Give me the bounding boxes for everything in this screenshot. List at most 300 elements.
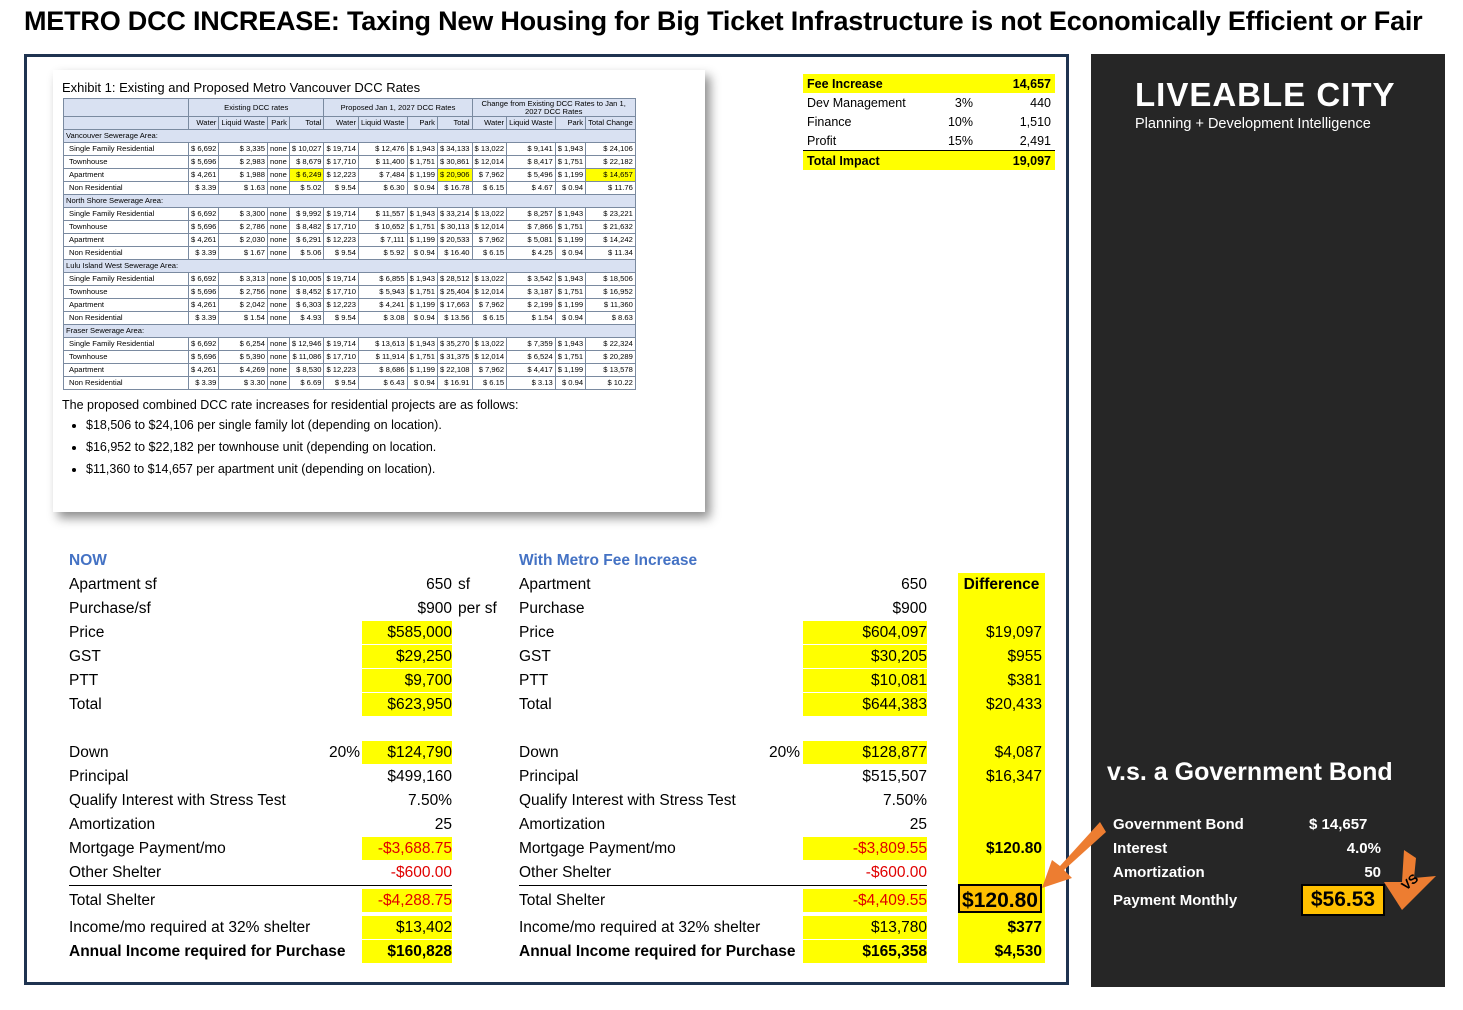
column-header: Liquid Waste xyxy=(507,117,556,130)
now-value: -$3,688.75 xyxy=(362,837,452,860)
table-cell: $ 13,022 xyxy=(472,338,507,351)
table-cell: $ 6.15 xyxy=(472,312,507,325)
increase-label: Price xyxy=(519,624,555,641)
table-cell: $ 31,375 xyxy=(437,351,472,364)
column-header: Water xyxy=(189,117,219,130)
table-cell: $ 5,696 xyxy=(189,351,219,364)
table-cell: $ 1,943 xyxy=(407,208,437,221)
table-cell: $ 1,199 xyxy=(407,364,437,377)
fee-value: 19,097 xyxy=(977,151,1055,171)
table-cell: $ 7,962 xyxy=(472,364,507,377)
table-cell: $ 5,696 xyxy=(189,156,219,169)
table-cell: $ 8,679 xyxy=(289,156,324,169)
column-header: Liquid Waste xyxy=(359,117,408,130)
now-value: $9,700 xyxy=(362,669,452,692)
table-cell: $ 12,223 xyxy=(324,364,359,377)
fee-row xyxy=(803,131,1055,151)
table-cell: $ 6,303 xyxy=(289,299,324,312)
row-label: Non Residential xyxy=(64,247,189,260)
table-cell: $ 8,482 xyxy=(289,221,324,234)
blank-header xyxy=(64,117,189,130)
increase-value: $13,780 xyxy=(803,916,927,939)
fee-value: 14,657 xyxy=(977,74,1055,93)
table-cell: $ 22,324 xyxy=(586,338,636,351)
table-row xyxy=(64,351,636,364)
table-cell: $ 18,506 xyxy=(586,273,636,286)
table-cell: $ 8,257 xyxy=(507,208,556,221)
bond-label: Interest xyxy=(1113,840,1168,857)
table-row xyxy=(64,364,636,377)
increase-label: GST xyxy=(519,648,551,665)
exhibit-bullet: • $11,360 to $14,657 per apartment unit (depending on location). xyxy=(86,462,518,476)
table-cell: $ 5,696 xyxy=(189,286,219,299)
increase-value: $165,358 xyxy=(803,940,927,963)
increase-heading: With Metro Fee Increase xyxy=(519,552,698,569)
table-cell: $ 5,943 xyxy=(359,286,408,299)
table-cell: $ 1.54 xyxy=(219,312,268,325)
table-cell: $ 6.15 xyxy=(472,182,507,195)
table-cell: $ 10,652 xyxy=(359,221,408,234)
table-cell: $ 5,696 xyxy=(189,221,219,234)
table-cell: $ 5,496 xyxy=(507,169,556,182)
fee-pct: 15% xyxy=(947,133,973,148)
table-cell: $ 12,223 xyxy=(324,299,359,312)
table-cell: $ 6,291 xyxy=(289,234,324,247)
now-label: Total xyxy=(69,696,102,713)
table-cell: $ 7,962 xyxy=(472,234,507,247)
increase-value: $10,081 xyxy=(803,669,927,692)
table-cell: $ 1,943 xyxy=(407,143,437,156)
total-divider xyxy=(519,885,927,886)
now-value: $160,828 xyxy=(362,940,452,963)
now-value: $585,000 xyxy=(362,621,452,644)
increase-label: Down xyxy=(519,744,559,761)
exhibit-intro: The proposed combined DCC rate increases for residential projects are as follows: xyxy=(62,398,519,412)
table-cell: $ 1,751 xyxy=(407,351,437,364)
table-cell: $ 6,692 xyxy=(189,143,219,156)
increase-label: Mortgage Payment/mo xyxy=(519,840,676,857)
table-cell: $ 25,404 xyxy=(437,286,472,299)
bond-payment-box: $56.53 xyxy=(1301,884,1385,916)
now-label: Apartment sf xyxy=(69,576,157,593)
row-label: Apartment xyxy=(64,299,189,312)
table-cell: $ 11.76 xyxy=(586,182,636,195)
table-cell: $ 11,086 xyxy=(289,351,324,364)
table-cell: $ 16.91 xyxy=(437,377,472,390)
increase-label: Annual Income required for Purchase xyxy=(519,943,796,960)
increase-value: 25 xyxy=(909,816,927,833)
table-cell: $ 16,952 xyxy=(586,286,636,299)
difference-value: $4,087 xyxy=(994,744,1042,761)
table-cell: $ 8,417 xyxy=(507,156,556,169)
exhibit-bullet: • $18,506 to $24,106 per single family lot (depending on location). xyxy=(86,418,518,432)
table-cell: $ 0.94 xyxy=(407,182,437,195)
column-header: Park xyxy=(555,117,585,130)
table-cell: $ 1,943 xyxy=(555,208,585,221)
table-cell: $ 19,714 xyxy=(324,273,359,286)
row-label: Townhouse xyxy=(64,286,189,299)
difference-value: $120.80 xyxy=(958,884,1042,913)
arrow-icon xyxy=(1040,818,1106,892)
now-value: -$4,288.75 xyxy=(362,889,452,912)
table-cell: $ 1,943 xyxy=(407,273,437,286)
table-cell: $ 22,182 xyxy=(586,156,636,169)
column-header: Water xyxy=(472,117,507,130)
now-label: GST xyxy=(69,648,101,665)
vs-label: VS xyxy=(1398,870,1422,894)
column-header: Park xyxy=(407,117,437,130)
table-row xyxy=(64,208,636,221)
table-cell: $ 16.40 xyxy=(437,247,472,260)
table-cell: none xyxy=(267,299,289,312)
table-row xyxy=(64,247,636,260)
table-cell: $ 4,261 xyxy=(189,364,219,377)
bond-value: $ 14,657 xyxy=(1309,816,1368,833)
table-cell: $ 4.93 xyxy=(289,312,324,325)
now-label: Mortgage Payment/mo xyxy=(69,840,226,857)
table-cell: $ 5,390 xyxy=(219,351,268,364)
table-cell: $ 1,199 xyxy=(407,169,437,182)
table-cell: $ 4,417 xyxy=(507,364,556,377)
increase-value: 650 xyxy=(901,576,927,593)
table-cell: none xyxy=(267,143,289,156)
table-cell: $ 2,042 xyxy=(219,299,268,312)
table-cell: $ 1,199 xyxy=(407,234,437,247)
table-cell: $ 4,241 xyxy=(359,299,408,312)
table-cell: $ 33,214 xyxy=(437,208,472,221)
now-label: Other Shelter xyxy=(69,864,162,881)
table-cell: $ 1,199 xyxy=(555,234,585,247)
table-cell: $ 0.94 xyxy=(407,312,437,325)
bond-value: 50 xyxy=(1364,864,1381,881)
row-label: Townhouse xyxy=(64,156,189,169)
table-cell: $ 7,962 xyxy=(472,299,507,312)
table-cell: $ 11,914 xyxy=(359,351,408,364)
table-cell: $ 16.78 xyxy=(437,182,472,195)
table-cell: $ 10.22 xyxy=(586,377,636,390)
table-cell: $ 6,855 xyxy=(359,273,408,286)
table-cell: none xyxy=(267,182,289,195)
fee-row xyxy=(803,112,1055,131)
table-cell: $ 7,111 xyxy=(359,234,408,247)
difference-value: $19,097 xyxy=(985,624,1042,641)
increase-value: $604,097 xyxy=(803,621,927,644)
row-label: Non Residential xyxy=(64,377,189,390)
table-cell: $ 1.54 xyxy=(507,312,556,325)
group-header-proposed: Proposed Jan 1, 2027 DCC Rates xyxy=(324,99,472,117)
table-cell: $ 13,578 xyxy=(586,364,636,377)
table-cell: none xyxy=(267,169,289,182)
increase-value: -$3,809.55 xyxy=(803,837,927,860)
column-header: Total xyxy=(437,117,472,130)
row-label: Single Family Residential xyxy=(64,273,189,286)
table-row xyxy=(64,312,636,325)
table-row xyxy=(64,143,636,156)
table-cell: $ 28,512 xyxy=(437,273,472,286)
increase-value: -$600.00 xyxy=(865,864,927,881)
table-cell: $ 24,106 xyxy=(586,143,636,156)
table-cell: $ 6,692 xyxy=(189,338,219,351)
table-cell: $ 4,261 xyxy=(189,169,219,182)
table-cell: $ 30,113 xyxy=(437,221,472,234)
now-unit: per sf xyxy=(458,600,497,617)
table-row xyxy=(64,286,636,299)
table-cell: $ 4.67 xyxy=(507,182,556,195)
difference-heading: Difference xyxy=(963,576,1040,593)
row-label: Single Family Residential xyxy=(64,143,189,156)
table-cell: $ 3.39 xyxy=(189,377,219,390)
table-cell: $ 2,030 xyxy=(219,234,268,247)
row-label: Non Residential xyxy=(64,182,189,195)
table-cell: $ 17,710 xyxy=(324,156,359,169)
table-cell: $ 6.15 xyxy=(472,377,507,390)
table-cell: $ 13,022 xyxy=(472,208,507,221)
table-cell: $ 21,632 xyxy=(586,221,636,234)
table-cell: $ 34,133 xyxy=(437,143,472,156)
table-cell: $ 1,199 xyxy=(555,364,585,377)
table-cell: $ 1,943 xyxy=(555,338,585,351)
table-cell: $ 12,946 xyxy=(289,338,324,351)
table-cell: $ 4,269 xyxy=(219,364,268,377)
table-cell: none xyxy=(267,273,289,286)
area-name: Lulu Island West Sewerage Area: xyxy=(64,260,636,273)
table-cell: $ 2,199 xyxy=(507,299,556,312)
table-cell: $ 13,613 xyxy=(359,338,408,351)
table-cell: none xyxy=(267,221,289,234)
now-value: $13,402 xyxy=(362,916,452,939)
table-cell: $ 3.39 xyxy=(189,247,219,260)
increase-value: 7.50% xyxy=(883,792,927,809)
row-label: Apartment xyxy=(64,234,189,247)
table-cell: $ 3.39 xyxy=(189,182,219,195)
increase-label: Amortization xyxy=(519,816,606,833)
table-cell: $ 17,710 xyxy=(324,351,359,364)
fee-pct: 3% xyxy=(954,95,973,110)
table-cell: $ 1,199 xyxy=(555,169,585,182)
dcc-rates-body xyxy=(64,130,636,390)
now-value: $623,950 xyxy=(362,693,452,716)
table-cell: $ 6.15 xyxy=(472,247,507,260)
table-cell: $ 1.67 xyxy=(219,247,268,260)
fee-impact-table xyxy=(803,74,1055,170)
table-cell: $ 9,992 xyxy=(289,208,324,221)
table-cell: $ 2,756 xyxy=(219,286,268,299)
increase-label: Principal xyxy=(519,768,579,785)
table-cell: $ 8,530 xyxy=(289,364,324,377)
table-cell: $ 12,223 xyxy=(324,234,359,247)
increase-value: $900 xyxy=(892,600,927,617)
fee-value: 2,491 xyxy=(1019,133,1051,148)
now-value: $499,160 xyxy=(387,768,452,785)
table-cell: $ 13,022 xyxy=(472,273,507,286)
table-cell: $ 3.39 xyxy=(189,312,219,325)
exhibit-bullet: • $16,952 to $22,182 per townhouse unit (depending on location. xyxy=(86,440,518,454)
table-cell: none xyxy=(267,364,289,377)
table-cell: $ 1,751 xyxy=(407,156,437,169)
bond-label: Government Bond xyxy=(1113,816,1244,833)
row-label: Single Family Residential xyxy=(64,208,189,221)
table-cell: $ 0.94 xyxy=(407,377,437,390)
table-cell: $ 3,542 xyxy=(507,273,556,286)
table-cell: $ 7,866 xyxy=(507,221,556,234)
table-cell: $ 0.94 xyxy=(407,247,437,260)
column-header-row xyxy=(64,117,636,130)
now-value: $29,250 xyxy=(362,645,452,668)
table-cell: $ 0.94 xyxy=(555,312,585,325)
table-cell: $ 8.63 xyxy=(586,312,636,325)
now-label: Price xyxy=(69,624,105,641)
now-value: $900 xyxy=(417,600,452,617)
column-header: Water xyxy=(324,117,359,130)
area-header-row xyxy=(64,325,636,338)
table-cell: $ 11,360 xyxy=(586,299,636,312)
total-divider xyxy=(69,885,452,886)
table-cell: $ 9.54 xyxy=(324,247,359,260)
increase-label: Other Shelter xyxy=(519,864,612,881)
table-cell: $ 6.30 xyxy=(359,182,408,195)
table-cell: $ 1,199 xyxy=(555,299,585,312)
table-cell: $ 13,022 xyxy=(472,143,507,156)
increase-value: $515,507 xyxy=(862,768,927,785)
table-row xyxy=(64,182,636,195)
increase-value: $644,383 xyxy=(803,693,927,716)
table-cell: $ 9.54 xyxy=(324,377,359,390)
now-heading: NOW xyxy=(69,552,107,569)
now-pct: 20% xyxy=(328,744,360,761)
table-cell: $ 20,289 xyxy=(586,351,636,364)
table-cell: $ 1,988 xyxy=(219,169,268,182)
table-row xyxy=(64,273,636,286)
table-cell: none xyxy=(267,234,289,247)
table-cell: $ 3,300 xyxy=(219,208,268,221)
table-row xyxy=(64,169,636,182)
now-unit: sf xyxy=(458,576,471,593)
table-cell: $ 4,261 xyxy=(189,299,219,312)
table-cell: $ 12,014 xyxy=(472,156,507,169)
table-cell: $ 1,751 xyxy=(555,156,585,169)
increase-label: Purchase xyxy=(519,600,585,617)
fee-value: 1,510 xyxy=(1019,114,1051,129)
fee-label: Finance xyxy=(807,114,852,129)
table-cell: $ 13.56 xyxy=(437,312,472,325)
bond-label: Payment Monthly xyxy=(1113,892,1238,909)
row-label: Townhouse xyxy=(64,351,189,364)
table-cell: $ 5.02 xyxy=(289,182,324,195)
table-cell: $ 35,270 xyxy=(437,338,472,351)
row-label: Apartment xyxy=(64,169,189,182)
exhibit-notes xyxy=(62,398,518,484)
increase-pct: 20% xyxy=(768,744,800,761)
table-cell: $ 5,081 xyxy=(507,234,556,247)
table-cell: $ 6,249 xyxy=(289,169,324,182)
table-cell: $ 6,524 xyxy=(507,351,556,364)
table-row xyxy=(64,234,636,247)
table-cell: $ 6.69 xyxy=(289,377,324,390)
table-cell: $ 7,962 xyxy=(472,169,507,182)
table-cell: none xyxy=(267,286,289,299)
table-cell: $ 7,484 xyxy=(359,169,408,182)
table-cell: $ 1,751 xyxy=(407,286,437,299)
now-label: Annual Income required for Purchase xyxy=(69,943,346,960)
table-cell: $ 19,714 xyxy=(324,208,359,221)
table-cell: $ 1,943 xyxy=(407,338,437,351)
difference-value: $120.80 xyxy=(985,840,1042,857)
now-label: Principal xyxy=(69,768,129,785)
table-cell: $ 3,313 xyxy=(219,273,268,286)
table-cell: $ 20,906 xyxy=(437,169,472,182)
brand-tagline: Planning + Development Intelligence xyxy=(1135,116,1371,132)
brand-logo: LIVEABLE CITY xyxy=(1135,76,1396,113)
group-header-change: Change from Existing DCC Rates to Jan 1, 2027 DCC Rates xyxy=(472,99,635,117)
increase-value: -$4,409.55 xyxy=(803,889,927,912)
exhibit-title: Exhibit 1: Existing and Proposed Metro Vancouver DCC Rates xyxy=(62,80,421,95)
table-cell: none xyxy=(267,208,289,221)
table-cell: $ 23,221 xyxy=(586,208,636,221)
table-row xyxy=(64,299,636,312)
fee-row xyxy=(803,93,1055,112)
difference-value: $381 xyxy=(1007,672,1042,689)
difference-value: $20,433 xyxy=(985,696,1042,713)
table-cell: $ 12,014 xyxy=(472,286,507,299)
column-header: Park xyxy=(267,117,289,130)
row-label: Apartment xyxy=(64,364,189,377)
now-label: Purchase/sf xyxy=(69,600,151,617)
blank-header xyxy=(64,99,189,117)
now-label: Total Shelter xyxy=(69,892,156,909)
increase-label: Qualify Interest with Stress Test xyxy=(519,792,736,809)
table-cell: $ 6,254 xyxy=(219,338,268,351)
table-cell: none xyxy=(267,156,289,169)
table-cell: $ 4,261 xyxy=(189,234,219,247)
table-cell: none xyxy=(267,247,289,260)
increase-label: Total Shelter xyxy=(519,892,606,909)
table-cell: $ 14,242 xyxy=(586,234,636,247)
fee-label: Total Impact xyxy=(803,151,929,171)
now-value: -$600.00 xyxy=(390,864,452,881)
now-label: Down xyxy=(69,744,109,761)
table-cell: $ 1.63 xyxy=(219,182,268,195)
table-cell: $ 19,714 xyxy=(324,143,359,156)
fee-label: Profit xyxy=(807,133,837,148)
table-row xyxy=(64,338,636,351)
increase-value: $30,205 xyxy=(803,645,927,668)
difference-value: $16,347 xyxy=(985,768,1042,785)
table-cell: $ 1,751 xyxy=(407,221,437,234)
row-label: Non Residential xyxy=(64,312,189,325)
fee-pct: 10% xyxy=(947,114,973,129)
column-header: Total xyxy=(289,117,324,130)
table-row xyxy=(64,221,636,234)
exhibit-card xyxy=(53,70,705,512)
fee-label: Dev Management xyxy=(807,95,906,110)
table-cell: $ 3.30 xyxy=(219,377,268,390)
now-value: 7.50% xyxy=(408,792,452,809)
table-cell: $ 1,943 xyxy=(555,143,585,156)
table-cell: none xyxy=(267,351,289,364)
table-cell: $ 1,199 xyxy=(407,299,437,312)
table-cell: none xyxy=(267,377,289,390)
table-cell: $ 30,861 xyxy=(437,156,472,169)
now-label: PTT xyxy=(69,672,99,689)
table-cell: $ 1,751 xyxy=(555,351,585,364)
table-cell: $ 10,027 xyxy=(289,143,324,156)
table-cell: $ 17,710 xyxy=(324,286,359,299)
table-cell: $ 11,557 xyxy=(359,208,408,221)
table-cell: $ 22,108 xyxy=(437,364,472,377)
table-cell: $ 12,014 xyxy=(472,221,507,234)
table-cell: $ 9.54 xyxy=(324,182,359,195)
fee-label: Fee Increase xyxy=(803,74,929,93)
